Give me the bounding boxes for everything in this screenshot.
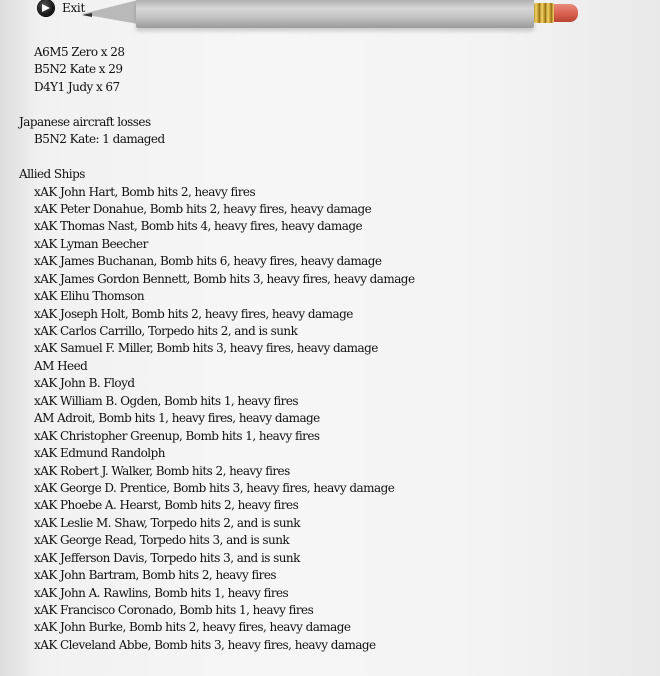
ship-item: xAK James Gordon Bennett, Bomb hits 3, heavy fires, heavy damage (34, 271, 415, 286)
ship-item: xAK Robert J. Walker, Bomb hits 2, heavy fires (34, 463, 290, 478)
ship-item: xAK James Buchanan, Bomb hits 6, heavy fires, heavy damage (34, 254, 382, 269)
ship-item: xAK Phoebe A. Hearst, Bomb hits 2, heavy fires (34, 498, 299, 513)
exit-label[interactable]: Exit (62, 1, 85, 15)
ship-item: xAK Leslie M. Shaw, Torpedo hits 2, and is sunk (34, 515, 300, 530)
ship-item: xAK George D. Prentice, Bomb hits 3, heavy fires, heavy damage (34, 480, 395, 495)
ship-item: xAK George Read, Torpedo hits 3, and is sunk (34, 533, 290, 548)
ship-item: xAK John Burke, Bomb hits 2, heavy fires, heavy damage (34, 620, 351, 635)
pencil-eraser (554, 4, 578, 22)
ship-item: xAK Francisco Coronado, Bomb hits 1, heavy fires (34, 603, 314, 617)
ship-item: xAK William B. Ogden, Bomb hits 1, heavy fires (34, 393, 299, 408)
ship-item: xAK Jefferson Davis, Torpedo hits 3, and is sunk (34, 550, 300, 565)
exit-button[interactable] (38, 0, 85, 16)
section-heading: Japanese aircraft losses (19, 114, 151, 129)
ship-item: xAK Thomas Nast, Bomb hits 4, heavy fires, heavy damage (34, 219, 363, 234)
combat-report (19, 44, 415, 654)
exit-arrow-icon[interactable] (38, 0, 54, 16)
ship-item: AM Heed (34, 358, 88, 373)
japanese-losses-section (19, 114, 415, 149)
ship-item: xAK Peter Donahue, Bomb hits 2, heavy fires, heavy damage (34, 201, 372, 216)
ship-item: xAK Samuel F. Miller, Bomb hits 3, heavy fires, heavy damage (34, 341, 378, 356)
ship-item: xAK Christopher Greenup, Bomb hits 1, heavy fires (34, 428, 320, 443)
aircraft-item: A6M5 Zero x 28 (34, 45, 125, 59)
aircraft-list (19, 44, 415, 96)
ship-item: xAK Joseph Holt, Bomb hits 2, heavy fires, heavy damage (34, 306, 353, 321)
ship-item: xAK Carlos Carrillo, Torpedo hits 2, and is sunk (34, 324, 298, 338)
pencil-ferrule (534, 3, 554, 23)
section-heading: Allied Ships (19, 167, 85, 182)
loss-item: B5N2 Kate: 1 damaged (34, 132, 165, 147)
ship-item: AM Adroit, Bomb hits 1, heavy fires, heavy damage (34, 411, 320, 426)
ship-item: xAK John A. Rawlins, Bomb hits 1, heavy fires (34, 585, 289, 600)
ship-item: xAK John Hart, Bomb hits 2, heavy fires (34, 184, 256, 199)
ship-item: xAK John Bartram, Bomb hits 2, heavy fires (34, 568, 277, 583)
ship-item: xAK Cleveland Abbe, Bomb hits 3, heavy fires, heavy damage (34, 637, 376, 652)
aircraft-item: B5N2 Kate x 29 (34, 62, 123, 77)
ship-item: xAK Edmund Randolph (34, 446, 165, 461)
ship-item: xAK Lyman Beecher (34, 236, 148, 251)
aircraft-item: D4Y1 Judy x 67 (34, 79, 120, 94)
pencil-decoration (82, 0, 582, 40)
ship-item: xAK John B. Floyd (34, 376, 135, 391)
pencil-tip (82, 0, 138, 24)
allied-ships-section (19, 166, 415, 654)
pencil-body (136, 0, 534, 28)
ship-item: xAK Elihu Thomson (34, 289, 145, 304)
